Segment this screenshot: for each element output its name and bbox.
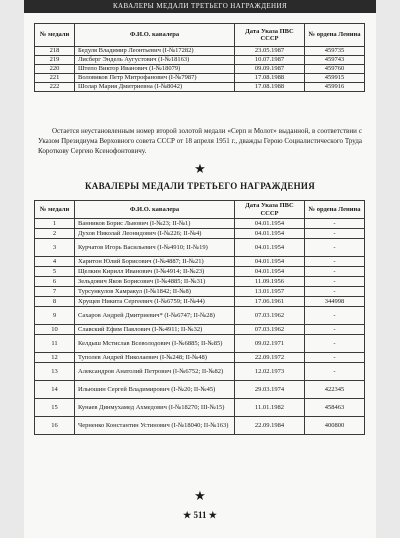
table-row	[35, 219, 365, 229]
name-cell: Лисберг Эндель Аугустович (I-№18163)	[75, 56, 235, 65]
medal-number-cell: 222	[35, 83, 75, 92]
name-cell: Шолар Мария Дмитриевна (I-№8042)	[75, 83, 235, 92]
order-number-cell: 344998	[305, 297, 365, 307]
medal-number-cell: 13	[35, 363, 75, 381]
name-cell: Келдыш Мстислав Всеволодович (I-№6885; II-№85)	[75, 335, 235, 353]
medal-number-cell: 5	[35, 267, 75, 277]
decree-date-cell: 09.09.1987	[235, 65, 305, 74]
running-header-title: КАВАЛЕРЫ МЕДАЛИ ТРЕТЬЕГО НАГРАЖДЕНИЯ	[112, 2, 288, 10]
decree-date-cell: 07.03.1962	[235, 307, 305, 325]
table-row	[35, 65, 365, 74]
name-cell: Бедуля Владимир Леонтьевич (I-№17282)	[75, 47, 235, 56]
medal-number-cell: 10	[35, 325, 75, 335]
continuation-table	[34, 23, 365, 92]
column-header-medal-number: № медали	[35, 24, 75, 47]
column-header-order-number: № ордена Ленина	[305, 24, 365, 47]
order-number-cell: 458463	[305, 399, 365, 417]
table-row	[35, 267, 365, 277]
decree-date-cell: 04.01.1954	[235, 267, 305, 277]
order-number-cell: -	[305, 277, 365, 287]
table-row	[35, 74, 365, 83]
medal-number-cell: 218	[35, 47, 75, 56]
medal-number-cell: 11	[35, 335, 75, 353]
column-header-name: Ф.И.О. кавалера	[75, 201, 235, 219]
third-award-table-body	[35, 219, 365, 435]
medal-number-cell: 1	[35, 219, 75, 229]
order-number-cell: 459916	[305, 83, 365, 92]
order-number-cell: -	[305, 267, 365, 277]
name-cell: Туполев Андрей Николаевич (I-№248; II-№48)	[75, 353, 235, 363]
name-cell: Черненко Константин Устинович (I-№18040; II-№163)	[75, 417, 235, 435]
decree-date-cell: 04.01.1954	[235, 257, 305, 267]
order-number-cell: -	[305, 335, 365, 353]
table-row	[35, 325, 365, 335]
document-page	[24, 0, 376, 538]
table-row	[35, 239, 365, 257]
medal-number-cell: 2	[35, 229, 75, 239]
decree-date-cell: 22.09.1984	[235, 417, 305, 435]
decree-date-cell: 22.09.1972	[235, 353, 305, 363]
decree-date-cell: 29.03.1974	[235, 381, 305, 399]
name-cell: Кунаев Динмухамед Ахмедович (I-№18270; III-№15)	[75, 399, 235, 417]
medal-number-cell: 12	[35, 353, 75, 363]
medal-number-cell: 220	[35, 65, 75, 74]
decree-date-cell: 04.01.1954	[235, 239, 305, 257]
table-row	[35, 277, 365, 287]
medal-number-cell: 16	[35, 417, 75, 435]
decree-date-cell: 07.03.1962	[235, 325, 305, 335]
order-number-cell: 459735	[305, 47, 365, 56]
name-cell: Харитон Юлий Борисович (I-№4887; II-№21)	[75, 257, 235, 267]
medal-number-cell: 7	[35, 287, 75, 297]
order-number-cell: -	[305, 325, 365, 335]
decree-date-cell: 04.01.1954	[235, 219, 305, 229]
table-row	[35, 47, 365, 56]
table-row	[35, 83, 365, 92]
order-number-cell: 400800	[305, 417, 365, 435]
table-row	[35, 353, 365, 363]
order-number-cell: -	[305, 219, 365, 229]
decree-date-cell: 23.05.1987	[235, 47, 305, 56]
order-number-cell: -	[305, 229, 365, 239]
name-cell: Щелкин Кирилл Иванович (I-№4914; II-№23)	[75, 267, 235, 277]
column-header-name: Ф.И.О. кавалера	[75, 24, 235, 47]
medal-number-cell: 3	[35, 239, 75, 257]
table-row	[35, 307, 365, 325]
star-divider-icon: ★	[194, 488, 206, 503]
order-number-cell: -	[305, 363, 365, 381]
medal-number-cell: 219	[35, 56, 75, 65]
table-row	[35, 381, 365, 399]
name-cell: Турсункулов Хамракул (I-№1842; II-№8)	[75, 287, 235, 297]
order-number-cell: -	[305, 353, 365, 363]
medal-number-cell: 221	[35, 74, 75, 83]
medal-number-cell: 9	[35, 307, 75, 325]
table-row	[35, 56, 365, 65]
decree-date-cell: 10.07.1987	[235, 56, 305, 65]
column-header-medal-number: № медали	[35, 201, 75, 219]
name-cell: Александров Анатолий Петрович (I-№6752; II-№82)	[75, 363, 235, 381]
order-number-cell: 459743	[305, 56, 365, 65]
medal-number-cell: 8	[35, 297, 75, 307]
decree-date-cell: 09.02.1971	[235, 335, 305, 353]
decree-date-cell: 12.02.1973	[235, 363, 305, 381]
order-number-cell: -	[305, 257, 365, 267]
order-number-cell: 422345	[305, 381, 365, 399]
name-cell: Сахаров Андрей Дмитриевич* (I-№6747; II-№28)	[75, 307, 235, 325]
name-cell: Славский Ефим Павлович (I-№4911; II-№32)	[75, 325, 235, 335]
order-number-cell: 459760	[305, 65, 365, 74]
table-row	[35, 229, 365, 239]
table-row	[35, 399, 365, 417]
name-cell: Зельдович Яков Борисович (I-№4885; II-№31)	[75, 277, 235, 287]
table-row	[35, 417, 365, 435]
medal-number-cell: 4	[35, 257, 75, 267]
decree-date-cell: 11.09.1956	[235, 277, 305, 287]
name-cell: Хрущев Никита Сергеевич (I-№6759; II-№44)	[75, 297, 235, 307]
decree-date-cell: 04.01.1954	[235, 229, 305, 239]
medal-number-cell: 14	[35, 381, 75, 399]
table-row	[35, 287, 365, 297]
order-number-cell: 459915	[305, 74, 365, 83]
section-title: КАВАЛЕРЫ МЕДАЛИ ТРЕТЬЕГО НАГРАЖДЕНИЯ	[84, 181, 316, 191]
medal-number-cell: 6	[35, 277, 75, 287]
table-row	[35, 257, 365, 267]
name-cell: Штепо Виктор Иванович (I-№18079)	[75, 65, 235, 74]
name-cell: Духов Николай Леонидович (I-№226; II-№4)	[75, 229, 235, 239]
name-cell: Курчатов Игорь Васильевич (I-№4910; II-№19)	[75, 239, 235, 257]
name-cell: Ильюшин Сергей Владимирович (I-№20; II-№45)	[75, 381, 235, 399]
order-number-cell: -	[305, 307, 365, 325]
continuation-table-body	[35, 47, 365, 92]
name-cell: Воловиков Петр Митрофанович (I-№7987)	[75, 74, 235, 83]
table-row	[35, 297, 365, 307]
decree-date-cell: 11.01.1982	[235, 399, 305, 417]
column-header-order-number: № ордена Ленина	[305, 201, 365, 219]
order-number-cell: -	[305, 239, 365, 257]
decree-date-cell: 17.08.1988	[235, 83, 305, 92]
decree-date-cell: 17.06.1961	[235, 297, 305, 307]
table-row	[35, 335, 365, 353]
decree-date-cell: 17.08.1988	[235, 74, 305, 83]
order-number-cell: -	[305, 287, 365, 297]
note-paragraph: Остается неустановленным номер второй золотой медали «Серп и Молот» выданной, в соответствии с Указом Президиума Верховного совета СССР от 18 апреля 1951 г., дважды Герою Социалистического Труда Короткову Сергею Ксенофонтовичу.	[38, 127, 362, 155]
column-header-decree-date: Дата Указа ПВС СССР	[235, 24, 305, 47]
name-cell: Ванников Борис Львович (I-№23; II-№1)	[75, 219, 235, 229]
medal-number-cell: 15	[35, 399, 75, 417]
star-divider-icon: ★	[194, 161, 206, 176]
running-header	[24, 0, 376, 13]
decree-date-cell: 13.01.1957	[235, 287, 305, 297]
page-number: ★ 511 ★	[183, 510, 217, 520]
column-header-decree-date: Дата Указа ПВС СССР	[235, 201, 305, 219]
third-award-table	[34, 200, 365, 435]
table-row	[35, 363, 365, 381]
